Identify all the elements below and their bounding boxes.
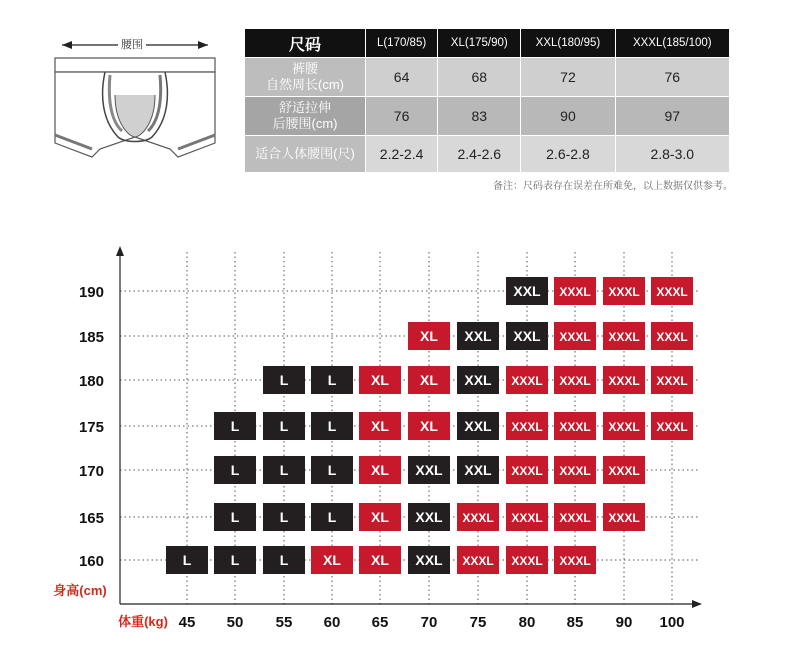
size-cell-label: XL (371, 462, 389, 478)
size-cell-label: XXL (415, 509, 443, 525)
table-cell: 64 (366, 58, 438, 97)
size-cell-label: L (230, 418, 240, 434)
size-cell-label: XL (420, 372, 438, 388)
header-size: 尺码 (245, 29, 366, 58)
table-cell: 76 (615, 58, 729, 97)
y-axis-label: 身高(cm) (53, 583, 107, 598)
waist-label: 腰围 (118, 36, 146, 52)
size-cell-label: XXL (464, 372, 492, 388)
x-tick-label: 70 (420, 614, 438, 631)
table-cell: 72 (521, 58, 615, 97)
size-cell-label: XL (420, 328, 438, 344)
x-tick-label: 65 (371, 614, 389, 631)
x-axis-label: 体重(kg) (118, 614, 168, 629)
y-tick-label: 170 (78, 463, 104, 480)
size-cell-label: XXXL (462, 511, 494, 525)
size-cell-label: XXXL (559, 330, 591, 344)
table-note: 备注：尺码表存在误差在所难免，以上数据仅供参考。 (493, 181, 733, 192)
table-cell: 97 (615, 97, 729, 136)
x-tick-label: 60 (323, 614, 341, 631)
x-tick-label: 45 (178, 614, 196, 631)
table-cell: 2.2-2.4 (366, 136, 438, 173)
size-cell-label: XL (371, 552, 389, 568)
size-cell-label: XXXL (559, 374, 591, 388)
size-cell-label: XXL (464, 462, 492, 478)
size-cell-label: L (230, 552, 240, 568)
size-cell-label: XXXL (511, 420, 543, 434)
size-cell-label: L (327, 509, 337, 525)
table-cell: 2.4-2.6 (438, 136, 521, 173)
size-cell-label: XL (371, 372, 389, 388)
size-cell-label: XXXL (608, 374, 640, 388)
size-cell-label: XXXL (559, 285, 591, 299)
size-cell-label: XL (420, 418, 438, 434)
size-cell-label: L (279, 552, 289, 568)
x-tick-label: 80 (518, 614, 536, 631)
size-cell-label: L (230, 462, 240, 478)
size-cell-label: XXXL (608, 420, 640, 434)
size-cell-label: XL (323, 552, 341, 568)
x-tick-label: 50 (226, 614, 244, 631)
header-l: L(170/85) (366, 29, 438, 58)
table-cell: 2.6-2.8 (521, 136, 615, 173)
header-xxxl: XXXL(185/100) (615, 29, 729, 58)
table-cell: 2.8-3.0 (615, 136, 729, 173)
y-tick-label: 165 (78, 510, 104, 527)
y-tick-label: 175 (78, 419, 104, 436)
size-cell-label: XXXL (462, 554, 494, 568)
size-cell-label: XXL (464, 418, 492, 434)
size-cell-label: L (230, 509, 240, 525)
size-cell-label: XL (371, 509, 389, 525)
y-tick-label: 190 (78, 284, 104, 301)
size-cell-label: L (327, 462, 337, 478)
size-cell-label: XXL (513, 283, 541, 299)
x-tick-label: 90 (615, 614, 633, 631)
size-cell-label: XXXL (608, 464, 640, 478)
size-cell-label: L (327, 418, 337, 434)
x-tick-label: 85 (566, 614, 584, 631)
size-cell-label: XXL (464, 328, 492, 344)
row-label: 裤腰 自然周长(cm) (245, 58, 366, 97)
size-cell-label: L (279, 509, 289, 525)
y-tick-label: 185 (78, 329, 104, 346)
size-cell-label: L (279, 372, 289, 388)
size-cell-label: XXXL (656, 330, 688, 344)
x-tick-label: 100 (659, 614, 685, 631)
size-cell-label: XXXL (511, 464, 543, 478)
size-cell-label: L (279, 418, 289, 434)
table-cell: 76 (366, 97, 438, 136)
size-cell-label: XXXL (608, 330, 640, 344)
size-cell-label: XXXL (608, 285, 640, 299)
x-tick-label: 55 (275, 614, 293, 631)
size-cell-label: XXL (513, 328, 541, 344)
size-cell-label: XXXL (511, 374, 543, 388)
size-cell-label: XXXL (511, 554, 543, 568)
size-cell-label: XXXL (559, 420, 591, 434)
y-axis-arrow (116, 246, 124, 256)
header-xxl: XXL(180/95) (521, 29, 615, 58)
size-cell-label: XXXL (608, 511, 640, 525)
size-cell-label: XXXL (559, 554, 591, 568)
size-cell-label: XXXL (559, 464, 591, 478)
size-cell-label: XXXL (511, 511, 543, 525)
size-cell-label: L (182, 552, 192, 568)
size-cell-label: XXL (415, 462, 443, 478)
size-cell-label: XXXL (656, 374, 688, 388)
size-cell-label: XXL (415, 552, 443, 568)
size-cell-label: L (279, 462, 289, 478)
table-cell: 68 (438, 58, 521, 97)
y-tick-label: 160 (78, 553, 104, 570)
table-cell: 90 (521, 97, 615, 136)
table-cell: 83 (438, 97, 521, 136)
header-xl: XL(175/90) (438, 29, 521, 58)
size-cell-label: XXXL (656, 285, 688, 299)
size-cell-label: XL (371, 418, 389, 434)
x-axis-arrow (692, 600, 702, 608)
size-cell-label: L (327, 372, 337, 388)
y-tick-label: 180 (78, 373, 104, 390)
row-label: 舒适拉伸 后腰围(cm) (245, 97, 366, 136)
size-cell-label: XXXL (559, 511, 591, 525)
x-tick-label: 75 (469, 614, 487, 631)
size-cell-label: XXXL (656, 420, 688, 434)
row-label: 适合人体腰围(尺) (245, 136, 366, 173)
